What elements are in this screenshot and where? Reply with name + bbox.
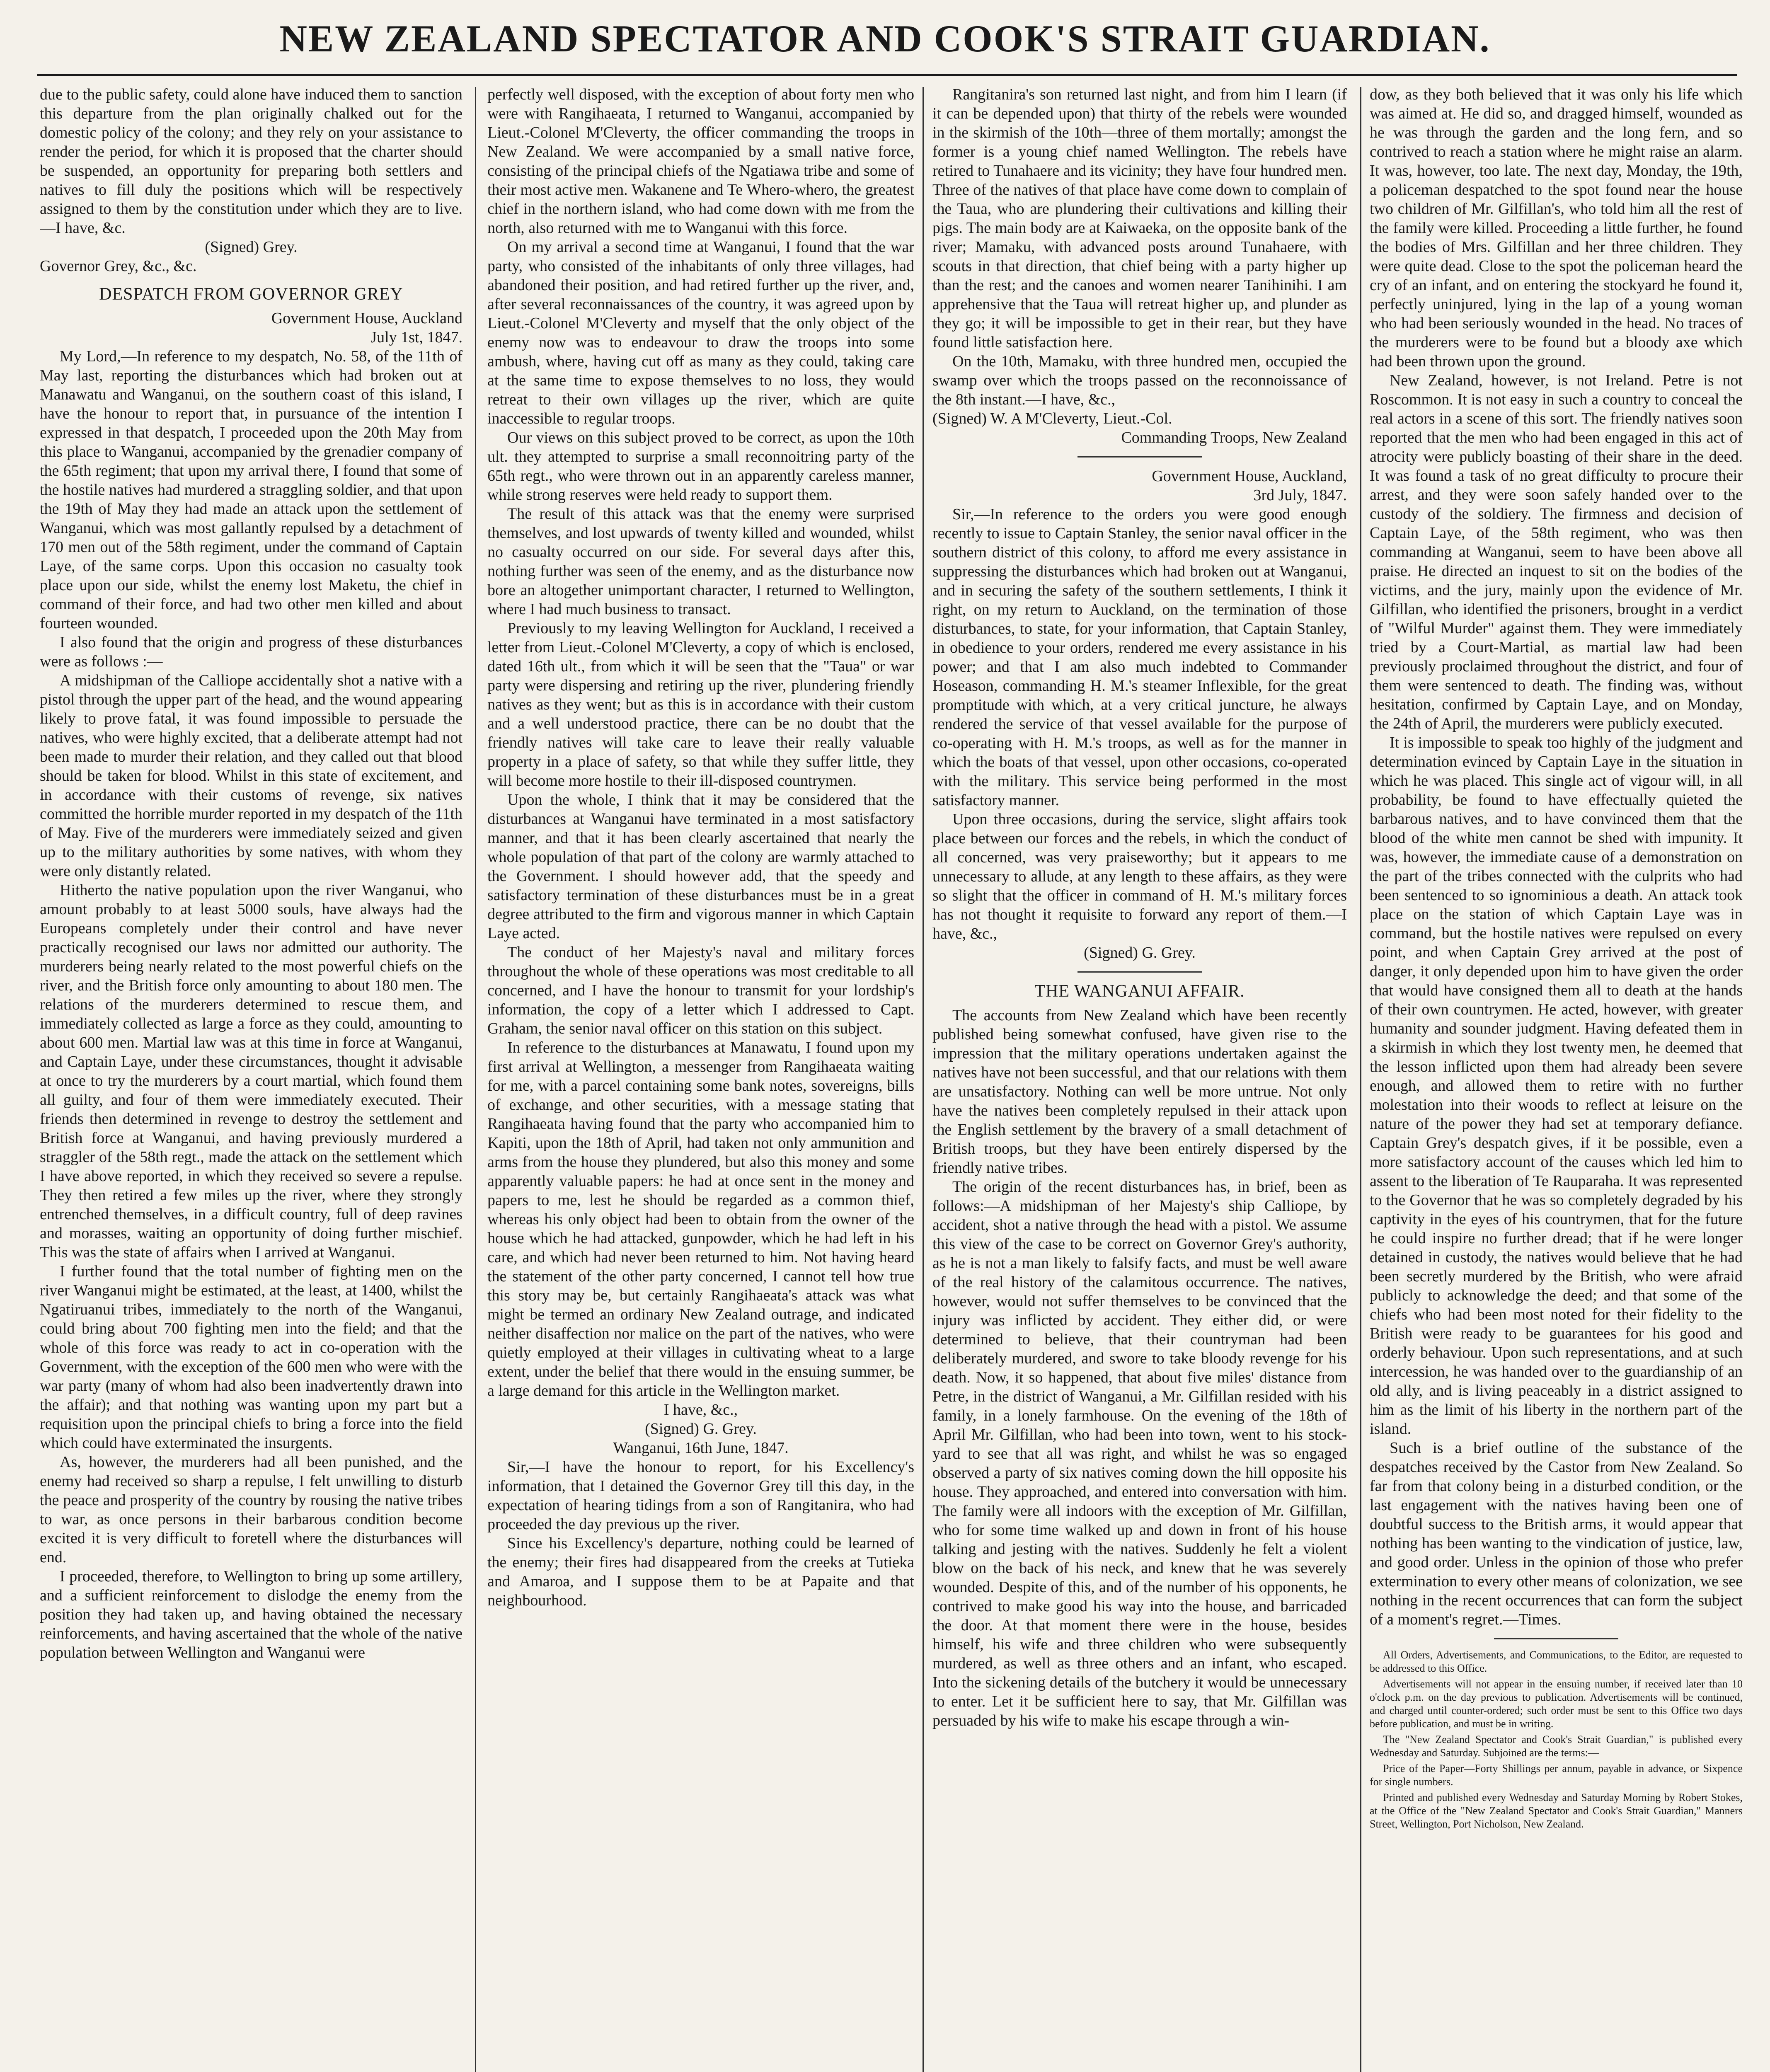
paragraph: Previously to my leaving Wellington for Auckland, I received a letter from Lieut.-Colonel M'Cleverty, a copy of which is enclosed, dated 16th ult., from which it will be seen that the "Taua" or war party were dispersing and retiring up the river, plundering friendly natives as they went; but as this is in accordance with their custom and a well understood practice, there can be no doubt that the friendly natives will take care to leave their really valuable property in a place of safety, so that while they suffer little, they will become more hostile to their ill-disposed countrymen. [487, 620, 914, 789]
dateline: July 1st, 1847. [370, 329, 462, 346]
paragraph: In reference to the disturbances at Manawatu, I found upon my first arrival at Wellington, a messenger from Rangihaeata waiting for me, with a parcel containing some bank notes, sovereigns, bills of exchange, and other securities, with a message stating that Rangihaeata having found that the party who accompanied him to Kapiti, upon the 18th of April, had taken not only ammunition and arms from the house they plundered, but also this money and some apparently valuable papers: he had at once sent in the money and papers to me, lest he should be regarded as a common thief, whereas his only object had been to obtain from the owner of the house which he had attacked, gunpowder, which he had left in his care, and which had never been returned to him. Not having heard the statement of the other party concerned, I cannot tell how true this story may be, but certainly Rangihaeata's attack was what might be termed an ordinary New Zealand outrage, and indicated neither disaffection nor malice on the part of the natives, who were quietly employed at their villages in cultivating wheat to a large extent, under the belief that there would in the ensuing summer, be a large demand for this article in the Wellington market. [487, 1039, 914, 1399]
paragraph: On the 10th, Mamaku, with three hundred men, occupied the swamp over which the troops passed on the reconnoissance of the 8th instant.—I have, &c., [932, 353, 1347, 408]
paragraph: I further found that the total number of fighting men on the river Wanganui might be estimated, at the least, at 1400, whilst the Ngatiruanui tribes, immediately to the north of the Wanganui, could bring about 700 fighting men into the field; and that the whole of this force was ready to act in co-operation with the Government, with the exception of the 600 men who were with the war party (many of whom had also been inadvertently drawn into the affair); and that nothing was wanting upon my part but a requisition upon the principal chiefs to bring a force into the field which could have exterminated the insurgents. [40, 1263, 462, 1452]
paragraph: I proceeded, therefore, to Wellington to bring up some artillery, and a sufficient reinforcement to dislodge the enemy from the position they had taken up, and having obtained the necessary reinforcements, and having ascertained that the whole of the native population between Wellington and Wanganui were [40, 1568, 462, 1661]
paragraph: New Zealand, however, is not Ireland. Petre is not Roscommon. It is not easy in such a country to conceal the real actors in a scene of this sort. The friendly natives soon reported that the men who had been engaged in this act of atrocity were publicly boasting of their share in the deed. It was found a task of no great difficulty to procure their arrest, and they were soon safely handed over to the custody of the soldiery. The firmness and decision of Captain Laye, of the 58th regiment, who was then commanding at Wanganui, seem to have been above all praise. He directed an inquest to sit on the bodies of the victims, and the jury, mainly upon the evidence of Mr. Gilfillan, who identified the prisoners, brought in a verdict of "Wilful Murder" against them. They were immediately tried by a Court-Martial, as martial law had been previously proclaimed throughout the district, and four of them were sentenced to death. The finding was, without hesitation, confirmed by Captain Laye, and on Monday, the 24th of April, the murderers were publicly executed. [1370, 372, 1743, 732]
section-heading: THE WANGANUI AFFAIR. [1034, 982, 1245, 1001]
masthead-rule [37, 74, 1737, 76]
column-divider [923, 87, 924, 2072]
addressee: Governor Grey, &c., &c. [40, 257, 197, 275]
masthead-title: NEW ZEALAND SPECTATOR AND COOK'S STRAIT GUARDIAN. [279, 17, 1491, 60]
paragraph: Hitherto the native population upon the river Wanganui, who amount probably to at least 5000 souls, have always had the Europeans completely under their control and have never practically recognised our laws nor admitted our authority. The murderers being nearly related to the most powerful chiefs on the river, and the British force only amounting to about 180 men. The relations of the murderers determined to rescue them, and immediately collected as large a force as they could, amounting to about 600 men. Martial law was at this time in force at Wanganui, and Captain Laye, under these circumstances, thought it advisable at once to try the murderers by a court martial, which found them all guilty, and four of them were immediately executed. Their friends then determined in revenge to destroy the settlement and British force at Wanganui, and having previously murdered a straggler of the 58th regt., made the attack on the settlement which I have above reported, in which they received so severe a repulse. They then retired a few miles up the river, where they strongly entrenched themselves, in a difficult country, full of deep ravines and morasses, waiting an opportunity of doing further mischief. This was the state of affairs when I arrived at Wanganui. [40, 881, 462, 1261]
signature: (Signed) G. Grey. [1084, 944, 1196, 961]
notice-line: Advertisements will not appear in the ensuing number, if received later than 10 o'clock p.m. on the day previous to publication. Advertisements will be continued, and charged until counter-ordered; such order must be sent to this Office two days before publication, and must be in writing. [1370, 1678, 1743, 1730]
paragraph: dow, as they both believed that it was only his life which was aimed at. He did so, and dragged himself, wounded as he was through the garden and the long fern, and so contrived to reach a station where he might raise an alarm. It was, however, too late. The next day, Monday, the 19th, a policeman despatched to the spot found near the house two children of Mr. Gilfillan's, who told him all the rest of the family were killed. Proceeding a little further, he found the bodies of Mrs. Gilfillan and her three children. They were quite dead. Close to the spot the policeman heard the cry of an infant, and on entering the stockyard he found it, perfectly uninjured, lying in the lap of a young woman who had been seriously wounded in the head. No traces of the murderers were to be found but a bloody axe which had been thrown upon the ground. [1370, 86, 1743, 370]
separator-rule [1494, 1638, 1618, 1639]
paragraph: My Lord,—In reference to my despatch, No. 58, of the 11th of May last, reporting the disturbances which had broken out at Manawatu and Wanganui, on the southern coast of this island, I have the honour to report that, in pursuance of the intention I expressed in that despatch, I proceeded upon the 20th May from this place to Wanganui, accompanied by the grenadier company of the 65th regiment; that upon my arrival there, I found that some of the hostile natives had murdered a straggling soldier, and that upon the 19th of May they had made an attack upon the settlement of Wanganui, which was most gallantly repulsed by a detachment of 170 men out of the 58th regiment, under the command of Captain Laye, of the same corps. Upon this occasion no casualty took place upon our side, whilst the enemy lost Maketu, the chief in command of their force, and had two other men killed and about fourteen wounded. [40, 348, 462, 632]
column-divider [475, 87, 476, 2072]
paragraph: The conduct of her Majesty's naval and military forces throughout the whole of these operations was most creditable to all concerned, and I have the honour to transmit for your lordship's information, the copy of a letter which I addressed to Capt. Graham, the senior naval officer on this station on this subject. [487, 944, 914, 1037]
notice-line: The "New Zealand Spectator and Cook's Strait Guardian," is published every Wednesday and Saturday. Subjoined are the terms:— [1370, 1733, 1743, 1759]
closing: I have, &c., [663, 1401, 738, 1418]
section-heading: DESPATCH FROM GOVERNOR GREY [99, 285, 403, 304]
notice-line: All Orders, Advertisements, and Communications, to the Editor, are requested to be addressed to this Office. [1370, 1649, 1743, 1674]
column-divider [1360, 87, 1361, 2072]
paragraph: Upon the whole, I think that it may be considered that the disturbances at Wanganui have terminated in a most satisfactory manner, and that it has been clearly ascertained that nearly the whole population of that part of the colony are warmly attached to the Government. I should however add, that the speedy and satisfactory termination of these disturbances must be in a great degree attributed to the firm and vigorous manner in which Captain Laye acted. [487, 791, 914, 942]
notice-line: Price of the Paper—Forty Shillings per annum, payable in advance, or Sixpence for single numbers. [1370, 1762, 1743, 1788]
paragraph: I also found that the origin and progress of these disturbances were as follows :— [40, 634, 462, 670]
masthead [0, 0, 1770, 83]
separator-rule [1077, 456, 1202, 457]
column-4 [1370, 85, 1743, 2072]
paragraph: Such is a brief outline of the substance of the despatches received by the Castor from New Zealand. So far from that colony being in a disturbed condition, or the last engagement with the natives having been one of doubtful success to the British arms, it would appear that nothing has been wanting to the vindication of justice, law, and good order. Unless in the opinion of those who prefer extermination to every other means of colonization, we see nothing in the recent occurrences that can form the subject of a moment's regret.—Times. [1370, 1439, 1743, 1628]
separator-rule [1077, 971, 1202, 973]
signature: (Signed) W. A M'Cleverty, Lieut.-Col. [932, 410, 1172, 427]
column-3 [932, 85, 1347, 2072]
paragraph: perfectly well disposed, with the exception of about forty men who were with Rangihaeata, I returned to Wanganui, accompanied by Lieut.-Colonel M'Cleverty, the officer commanding the troops in New Zealand. We were accompanied by a small native force, consisting of the principal chiefs of the Ngatiawa tribe and some of their most active men. Wakanene and Te Whero-whero, the greatest chief in the northern island, who had come down with me from the north, also returned with me to Wanganui with this force. [487, 86, 914, 237]
notice-line: Printed and published every Wednesday and Saturday Morning by Robert Stokes, at the Office of the "New Zealand Spectator and Cook's Strait Guardian," Manners Street, Wellington, Port Nicholson, New Zealand. [1370, 1791, 1743, 1830]
publisher-notice [1370, 1648, 1743, 1831]
paragraph: As, however, the murderers had all been punished, and the enemy had received so sharp a repulse, I felt unwilling to disturb the peace and prosperity of the country by rousing the native tribes to war, as once persons in their barbarous condition become excited it is very difficult to foretell where the disturbances will end. [40, 1453, 462, 1566]
paragraph: Sir,—I have the honour to report, for his Excellency's information, that I detained the Governor Grey till this day, in the expectation of hearing tidings from a son of Rangitanira, who had proceeded the day previous up the river. [487, 1458, 914, 1533]
signature: (Signed) G. Grey. [645, 1420, 757, 1438]
dateline: 3rd July, 1847. [1253, 487, 1347, 504]
paragraph: Sir,—In reference to the orders you were good enough recently to issue to Captain Stanley, the senior naval officer in the southern district of this colony, to afford me every assistance in suppressing the disturbances which had broken out at Wanganui, and in securing the safety of the southern settlements, I think it right, on my return to Auckland, on the termination of those disturbances, to state, for your information, that Captain Stanley, in obedience to your orders, rendered me every assistance in his power; and that I am also much indebted to Commander Hoseason, commanding H. M.'s steamer Inflexible, for the great promptitude with which, at a very critical juncture, he always rendered the service of that vessel available for the purpose of co-operating with H. M.'s troops, as well as for the manner in which the boats of that vessel, upon other occasions, co-operated with the military. This service being performed in the most satisfactory manner. [932, 506, 1347, 809]
column-2 [487, 85, 914, 2072]
column-1 [40, 85, 462, 2072]
dateline: Government House, Auckland [271, 310, 462, 327]
signature-title: Commanding Troops, New Zealand [1121, 429, 1347, 446]
paragraph: Rangitanira's son returned last night, and from him I learn (if it can be depended upon) that thirty of the rebels were wounded in the skirmish of the 10th—three of them mortally; amongst the former is a young chief named Wellington. The rebels have retired to Tunahaere and its vicinity; they have four hundred men. Three of the natives of that place have come down to complain of the Taua, who are plundering their cultivations and killing their pigs. The main body are at Kaiwaeka, on the opposite bank of the river; Mamaku, with advanced posts around Tunahaere, with scouts in that direction, that chief being with a party higher up than the rest; and the canoes and women nearer Tanihinihi. I am apprehensive that the Taua will retreat higher up, and plunder as they go; it will be impossible to get in their rear, but they have found little satisfaction here. [932, 86, 1347, 351]
paragraph: A midshipman of the Calliope accidentally shot a native with a pistol through the upper part of the head, and the wound appearing likely to prove fatal, it was found impossible to persuade the natives, who were highly excited, that a deliberate attempt had not been made to murder their relation, and they called out that blood should be taken for blood. Whilst in this state of excitement, and in accordance with their customs of revenge, six natives committed the horrible murder reported in my despatch of the 11th of May. Five of the murderers were immediately seized and given up to the military authorities by some natives, with whom they were only distantly related. [40, 672, 462, 880]
paragraph: The accounts from New Zealand which have been recently published being somewhat confused, have given rise to the impression that the military operations undertaken against the natives have not been successful, and that our relations with them are unsatisfactory. Nothing can well be more untrue. Not only have the natives been completely repulsed in their attack upon the English settlement by the bravery of a small detachment of British troops, but they have been entirely dispersed by the friendly native tribes. [932, 1007, 1347, 1176]
paragraph: Upon three occasions, during the service, slight affairs took place between our forces and the rebels, in which the conduct of all concerned, was very praiseworthy; but it appears to me unnecessary to allude, at any length to these affairs, as they were so slight that the officer in command of H. M.'s military forces has not thought it requisite to forward any report of them.—I have, &c., [932, 811, 1347, 942]
paragraph: The origin of the recent disturbances has, in brief, been as follows:—A midshipman of her Majesty's ship Calliope, by accident, shot a native through the head with a pistol. We assume this view of the case to be correct on Governor Grey's authority, as he is not a man likely to falsify facts, and must be well aware of the real history of the calamitous occurrence. The natives, however, would not suffer themselves to be convinced that the injury was inflicted by accident. They either did, or were determined to believe, that their countryman had been deliberately murdered, and swore to take bloody revenge for his death. Now, it so happened, that about five miles' distance from Petre, in the district of Wanganui, a Mr. Gilfillan resided with his family, in a lonely farmhouse. On the evening of the 18th of April Mr. Gilfillan, who had been into town, went to his stock-yard to see that all was right, and whilst he was so engaged observed a party of six natives coming down the hill opposite his house. They approached, and entered into conversation with him. The family were all indoors with the exception of Mr. Gilfillan, who for some time walked up and down in front of his house talking and jesting with the natives. Suddenly he felt a violent blow on the back of his neck, and knew that he was severely wounded. Despite of this, and of the number of his opponents, he contrived to make good his way into the house, and barricaded the door. At that moment there were in the house, besides himself, his wife and three children who were subsequently murdered, as well as three others and an infant, who escaped. Into the sickening details of the butchery it would be unnecessary to enter. Let it be sufficient here to say, that Mr. Gilfillan was persuaded by his wife to make his escape through a win- [932, 1178, 1347, 1729]
paragraph: The result of this attack was that the enemy were surprised themselves, and lost upwards of twenty killed and wounded, whilst no casualty occurred on our side. For several days after this, nothing further was seen of the enemy, and as the disturbance now bore an altogether unimportant character, I returned to Wellington, where I had much business to transact. [487, 505, 914, 618]
signature: (Signed) Grey. [205, 238, 298, 256]
paragraph: due to the public safety, could alone have induced them to sanction this departure from the plan originally chalked out for the domestic policy of the colony; and they rely on your assistance to render the period, for which it is proposed that the charter should be suspended, an opportunity for preparing both settlers and natives to fill duly the positions which will be respectively assigned to them by the constitution under which they are to live.—I have, &c. [40, 86, 462, 237]
paragraph: On my arrival a second time at Wanganui, I found that the war party, who consisted of the inhabitants of only three villages, had abandoned their position, and had retired further up the river, and, after several reconnaissances of the country, it was agreed upon by Lieut.-Colonel M'Cleverty and myself that the only object of the enemy now was to endeavour to draw the troops into some ambush, where, having cut off as many as they could, taking care at the same time to expose themselves to no loss, they would retreat to their own villages up the river, which are quite inaccessible to regular troops. [487, 238, 914, 427]
dateline: Wanganui, 16th June, 1847. [613, 1439, 789, 1457]
paragraph: Our views on this subject proved to be correct, as upon the 10th ult. they attempted to surprise a small reconnoitring party of the 65th regt., who were thrown out in an apparently careless manner, while strong reserves were held ready to support them. [487, 429, 914, 503]
paragraph: Since his Excellency's departure, nothing could be learned of the enemy; their fires had disappeared from the creeks at Tutieka and Amaroa, and I suppose them to be at Papaite and that neighbourhood. [487, 1535, 914, 1609]
paragraph: It is impossible to speak too highly of the judgment and determination evinced by Captain Laye in the situation in which he was placed. This single act of vigour will, in all probability, be found to have effectually quieted the barbarous natives, and to have convinced them that the blood of the white men cannot be shed with impunity. It was, however, the immediate cause of a demonstration on the part of the tribes connected with the culprits who had been sentenced to so ignominious a death. An attack took place on the station of which Captain Laye was in command, but the hostile natives were repulsed on every point, and when Captain Grey arrived at the post of danger, it only depended upon him to have given the order that would have consigned them all to death at the hands of their own countrymen. He acted, however, with greater humanity and sounder judgment. Having defeated them in a skirmish in which they lost twenty men, he deemed that the lesson inflicted upon them had already been severe enough, and allowed them to retire with no further molestation into their woods to reflect at leisure on the nature of the power they had set at temporary defiance. Captain Grey's despatch gives, if it be possible, even a more satisfactory account of the causes which led him to assent to the liberation of Te Rauparaha. It was represented to the Governor that he was so completely degraded by his captivity in the eyes of his countrymen, that for the future he could inspire no further dread; that if he were longer detained in custody, the natives would believe that he had been secretly murdered by the British, who were afraid publicly to acknowledge the deed; and that some of the chiefs who had been most noted for their fidelity to the British were ready to be guarantees for his good and orderly behaviour. Upon such representations, and at such intercession, he was handed over to the guardianship of an old ally, and is living peaceably in a district assigned to him as the limit of his liberty in the northern part of the island. [1370, 734, 1743, 1438]
dateline: Government House, Auckland, [1152, 467, 1347, 485]
